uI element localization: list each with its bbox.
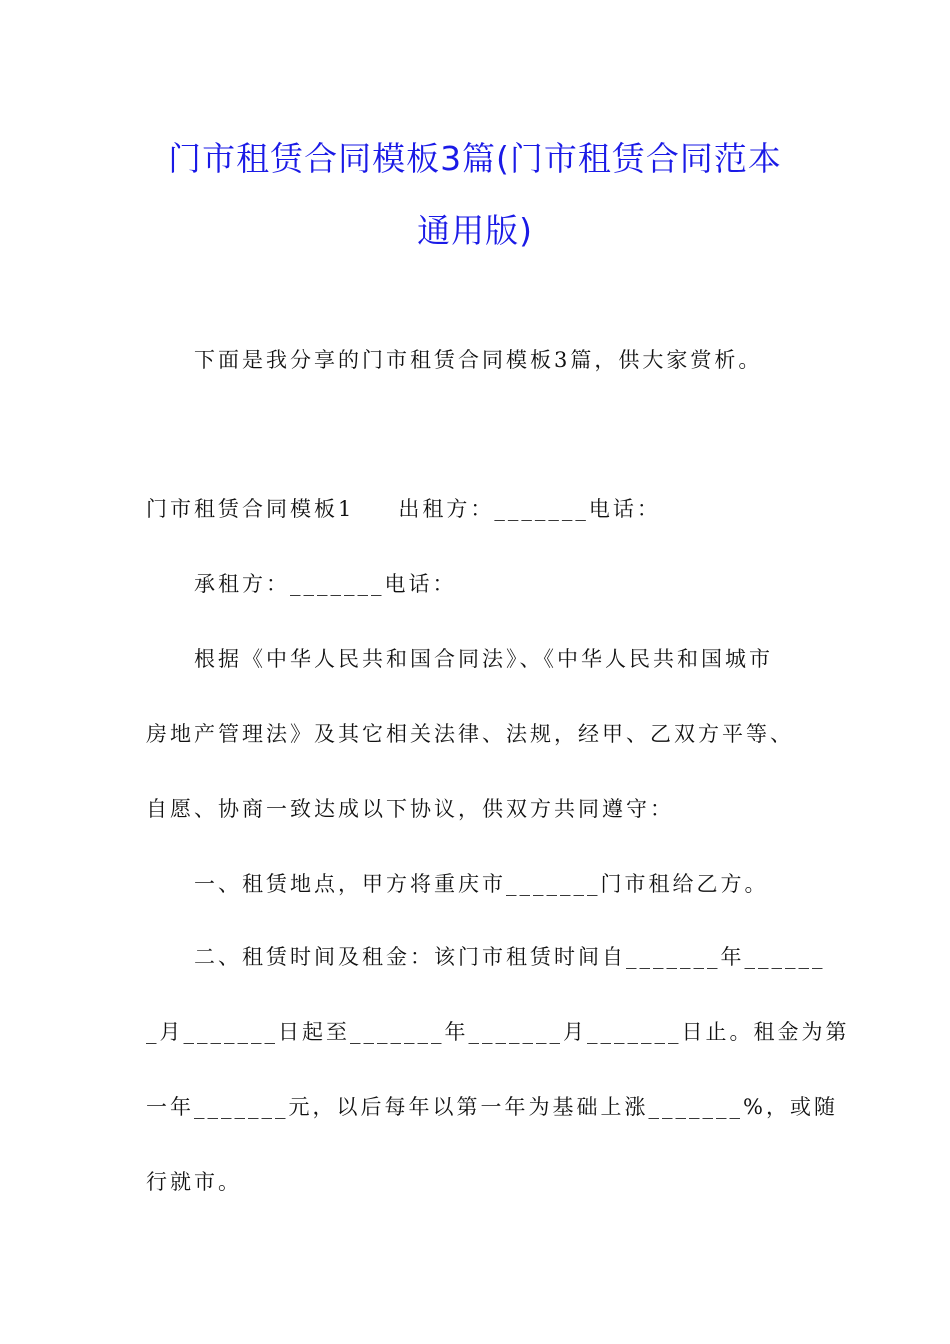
- document-title-line-2: 通用版): [417, 211, 533, 250]
- document-title-line-1: 门市租赁合同模板3篇(门市租赁合同范本: [168, 139, 782, 178]
- basis-paragraph-line-1: 根据《中华人民共和国合同法》、《中华人民共和国城市: [194, 647, 773, 671]
- section-heading-row: [146, 494, 661, 524]
- basis-paragraph-line-2: 房地产管理法》及其它相关法律、法规，经甲、乙双方平等、: [146, 722, 794, 746]
- clause-2-line-1: 二、租赁时间及租金：该门市租赁时间自_______年______: [194, 945, 826, 969]
- clause-2-line-2: _月_______日起至_______年_______月_______日止。租金为第: [146, 1020, 850, 1044]
- clause-2-line-3: 一年_______元，以后每年以第一年为基础上涨_______%，或随: [146, 1095, 838, 1119]
- intro-paragraph: 下面是我分享的门市租赁合同模板3篇，供大家赏析。: [194, 348, 763, 372]
- clause-2-line-4: 行就市。: [146, 1170, 242, 1194]
- section-heading: 门市租赁合同模板1: [146, 497, 355, 521]
- basis-paragraph-line-3: 自愿、协商一致达成以下协议，供双方共同遵守：: [146, 797, 674, 821]
- lessor-line: 出租方：_______电话：: [398, 497, 661, 521]
- clause-1: 一、租赁地点，甲方将重庆市_______门市租给乙方。: [194, 872, 769, 896]
- lessee-line: 承租方：_______电话：: [194, 572, 457, 596]
